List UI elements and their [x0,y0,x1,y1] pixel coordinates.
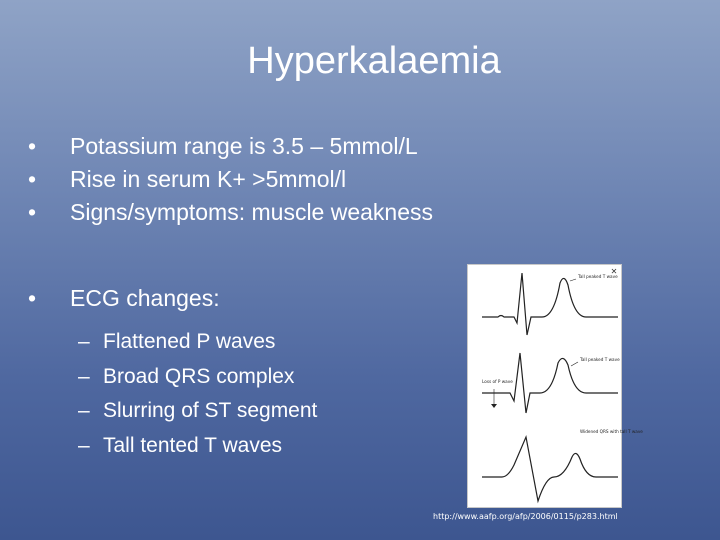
dash-glyph: – [78,433,90,457]
arrowhead-loss-p [491,404,497,408]
bullet-text: Potassium range is 3.5 – 5mmol/L [70,133,418,159]
label-tall-peaked-2: Tall peaked T wave [580,357,620,362]
bullet-glyph: • [28,199,37,225]
bullet-text: Signs/symptoms: muscle weakness [70,199,434,225]
label-loss-p: Loss of P wave [482,379,513,384]
bullet-glyph: • [28,133,37,159]
bullet-text: Rise in serum K+ >5mmol/l [70,166,347,192]
dash-glyph: – [78,330,90,353]
main-bullet-list [28,130,433,229]
bullet-item [28,130,433,163]
ecg-changes-heading [28,285,220,312]
ecg-change-item [78,429,317,464]
ecg-svg [468,265,643,507]
ecg-trace-1 [482,273,618,335]
ecg-heading-text: ECG changes: [70,285,220,311]
source-url[interactable]: http://www.aafp.org/afp/2006/0115/p283.html [433,512,618,521]
ecg-change-text: Tall tented T waves [103,433,282,457]
arrow-tall-peaked-2 [571,362,578,366]
bullet-glyph: • [28,285,37,311]
dash-glyph: – [78,364,90,388]
bullet-glyph: • [28,166,37,192]
bullet-item [28,163,433,196]
ecg-change-item [78,394,317,429]
ecg-change-text: Slurring of ST segment [103,399,318,422]
ecg-trace-3 [482,437,618,501]
page-title: Hyperkalaemia [247,40,501,82]
ecg-figure [467,264,643,508]
close-icon: ✕ [610,267,618,276]
ecg-change-text: Flattened P waves [103,330,276,353]
ecg-change-item [78,360,317,395]
dash-glyph: – [78,399,90,422]
bullet-item [28,196,433,229]
arrow-tall-peaked-1 [570,279,576,281]
ecg-change-item [78,325,317,360]
ecg-changes-list [78,325,317,463]
label-tall-peaked-1: Tall peaked T wave [578,274,618,279]
label-widened-qrs: Widened QRS with tall T wave [580,429,643,434]
ecg-change-text: Broad QRS complex [103,364,295,388]
